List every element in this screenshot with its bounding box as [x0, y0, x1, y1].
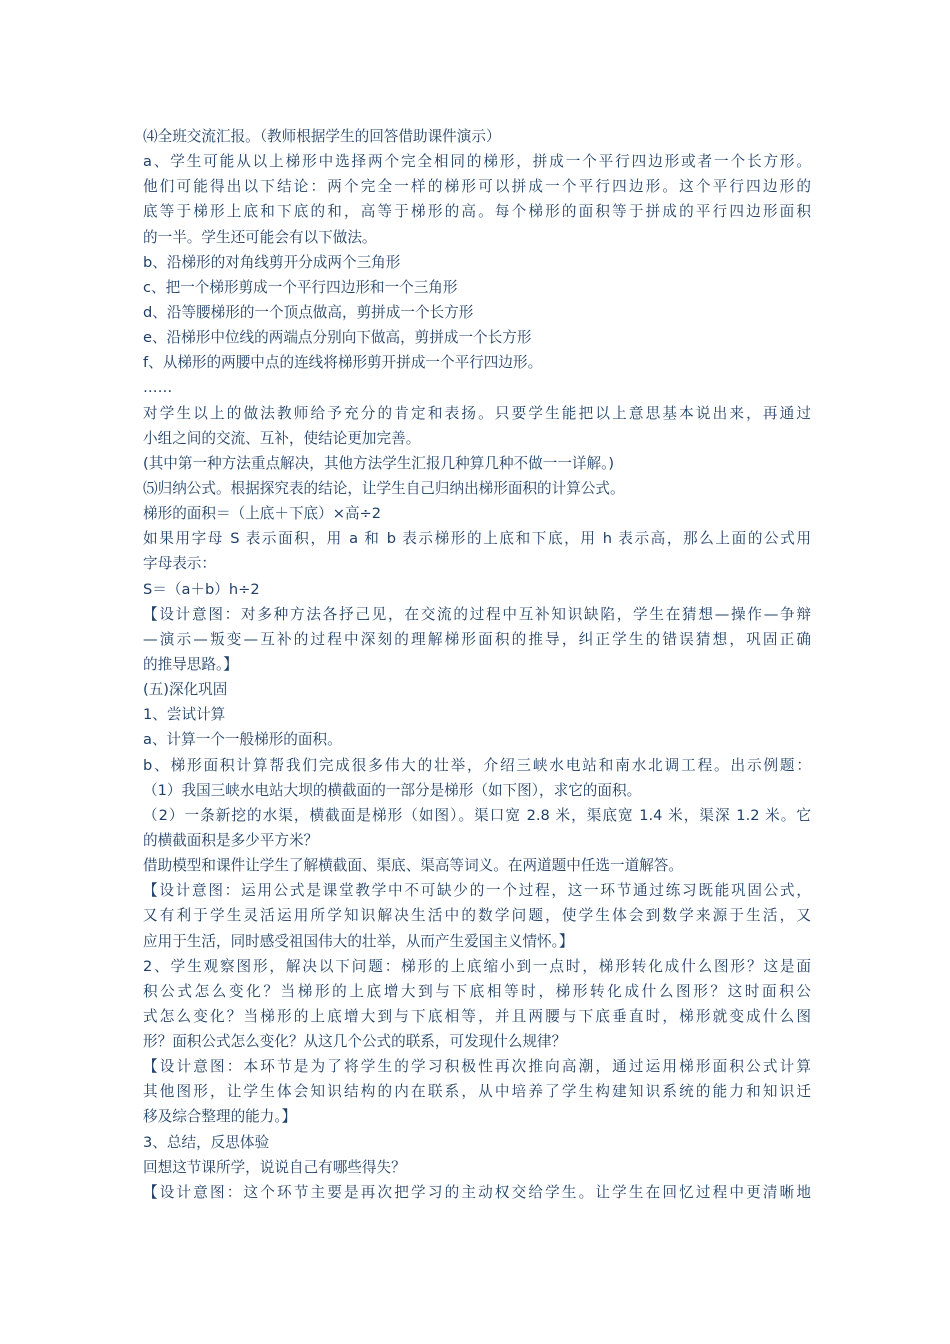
text-line: ⑷全班交流汇报。（教师根据学生的回答借助课件演示）	[143, 128, 501, 145]
text-line: 【设计意图：本环节是为了将学生的学习积极性再次推向高潮，通过运用梯形面积公式计算	[143, 1058, 811, 1076]
text-line: —演示—叛变—互补的过程中深刻的理解梯形面积的推导，纠正学生的错误猜想，巩固正确	[143, 630, 811, 648]
text-line: c、把一个梯形剪成一个平行四边形和一个三角形	[143, 278, 458, 296]
document-body	[143, 124, 811, 1205]
text-line: 3、总结，反思体验	[143, 1133, 270, 1151]
text-line: b、沿梯形的对角线剪开分成两个三角形	[143, 253, 401, 271]
text-line: ……	[143, 379, 173, 397]
text-line: a、计算一个一般梯形的面积。	[143, 731, 342, 749]
text-line: 的横截面积是多少平方米？	[143, 831, 319, 849]
text-line: 梯形的面积＝（上底＋下底）×高÷2	[143, 505, 382, 523]
text-line: 2、学生观察图形，解决以下问题：梯形的上底缩小到一点时，梯形转化成什么图形？这是面	[143, 957, 811, 975]
text-line: （2）一条新挖的水渠，横截面是梯形（如图）。渠口宽 2.8 米，渠底宽 1.4 米，渠深 1.2 米。它	[143, 806, 811, 824]
text-line: (五)深化巩固	[143, 681, 228, 699]
text-line: 【设计意图：对多种方法各抒己见，在交流的过程中互补知识缺陷，学生在猜想—操作—争辩	[143, 605, 811, 623]
text-line: 1、尝试计算	[143, 706, 226, 724]
text-line: 【设计意图：这个环节主要是再次把学习的主动权交给学生。让学生在回忆过程中更清晰地	[143, 1183, 811, 1201]
text-line: e、沿梯形中位线的两端点分别向下做高，剪拼成一个长方形	[143, 329, 532, 347]
text-line: 对学生以上的做法教师给予充分的肯定和表扬。只要学生能把以上意思基本说出来，再通过	[143, 404, 811, 422]
text-line: ⑸归纳公式。根据探究表的结论，让学生自己归纳出梯形面积的计算公式。	[143, 479, 625, 497]
text-line: 【设计意图：运用公式是课堂教学中不可缺少的一个过程，这一环节通过练习既能巩固公式，	[143, 882, 811, 900]
text-line: 小组之间的交流、互补，使结论更加完善。	[143, 429, 421, 447]
text-line: 如果用字母 S 表示面积，用 a 和 b 表示梯形的上底和下底，用 h 表示高，那么上面的公式用	[143, 530, 811, 548]
text-line: d、沿等腰梯形的一个顶点做高，剪拼成一个长方形	[143, 303, 474, 321]
text-line: b、梯形面积计算帮我们完成很多伟大的壮举，介绍三峡水电站和南水北调工程。出示例题：	[143, 756, 811, 774]
text-line: a、学生可能从以上梯形中选择两个完全相同的梯形，拼成一个平行四边形或者一个长方形。	[143, 153, 811, 171]
text-line: 的推导思路。】	[143, 655, 238, 673]
text-line: 形？面积公式怎么变化？从这几个公式的联系，可发现什么规律？	[143, 1033, 567, 1051]
text-line: 式怎么变化？当梯形的上底增大到与下底相等，并且两腰与下底垂直时，梯形就变成什么图	[143, 1007, 811, 1025]
text-line: S＝（a＋b）h÷2	[143, 580, 260, 598]
text-line: 借助模型和课件让学生了解横截面、渠底、渠高等词义。在两道题中任选一道解答。	[143, 857, 683, 875]
text-line: 他们可能得出以下结论：两个完全一样的梯形可以拼成一个平行四边形。这个平行四边形的	[143, 178, 811, 196]
text-line: 的一半。学生还可能会有以下做法。	[143, 228, 377, 246]
text-line: 积公式怎么变化？当梯形的上底增大到与下底相等时，梯形转化成什么图形？这时面积公	[143, 982, 811, 1000]
text-line: 移及综合整理的能力。】	[143, 1108, 297, 1126]
text-line: 底等于梯形上底和下底的和，高等于梯形的高。每个梯形的面积等于拼成的平行四边形面积	[143, 203, 811, 221]
text-line: 回想这节课所学，说说自己有哪些得失？	[143, 1158, 406, 1176]
text-line: 又有利于学生灵活运用所学知识解决生活中的数学问题，使学生体会到数学来源于生活，又	[143, 907, 811, 925]
text-line: f、从梯形的两腰中点的连线将梯形剪开拼成一个平行四边形。	[143, 354, 543, 372]
text-line: （1）我国三峡水电站大坝的横截面的一部分是梯形（如下图），求它的面积。	[143, 781, 642, 799]
text-line: 字母表示：	[143, 555, 216, 573]
text-line: (其中第一种方法重点解决，其他方法学生汇报几种算几种不做一一详解。)	[143, 454, 615, 472]
text-line: 其他图形，让学生体会知识结构的内在联系，从中培养了学生构建知识系统的能力和知识迁	[143, 1083, 811, 1101]
text-line: 应用于生活，同时感受祖国伟大的壮举，从而产生爱国主义情怀。】	[143, 932, 574, 950]
